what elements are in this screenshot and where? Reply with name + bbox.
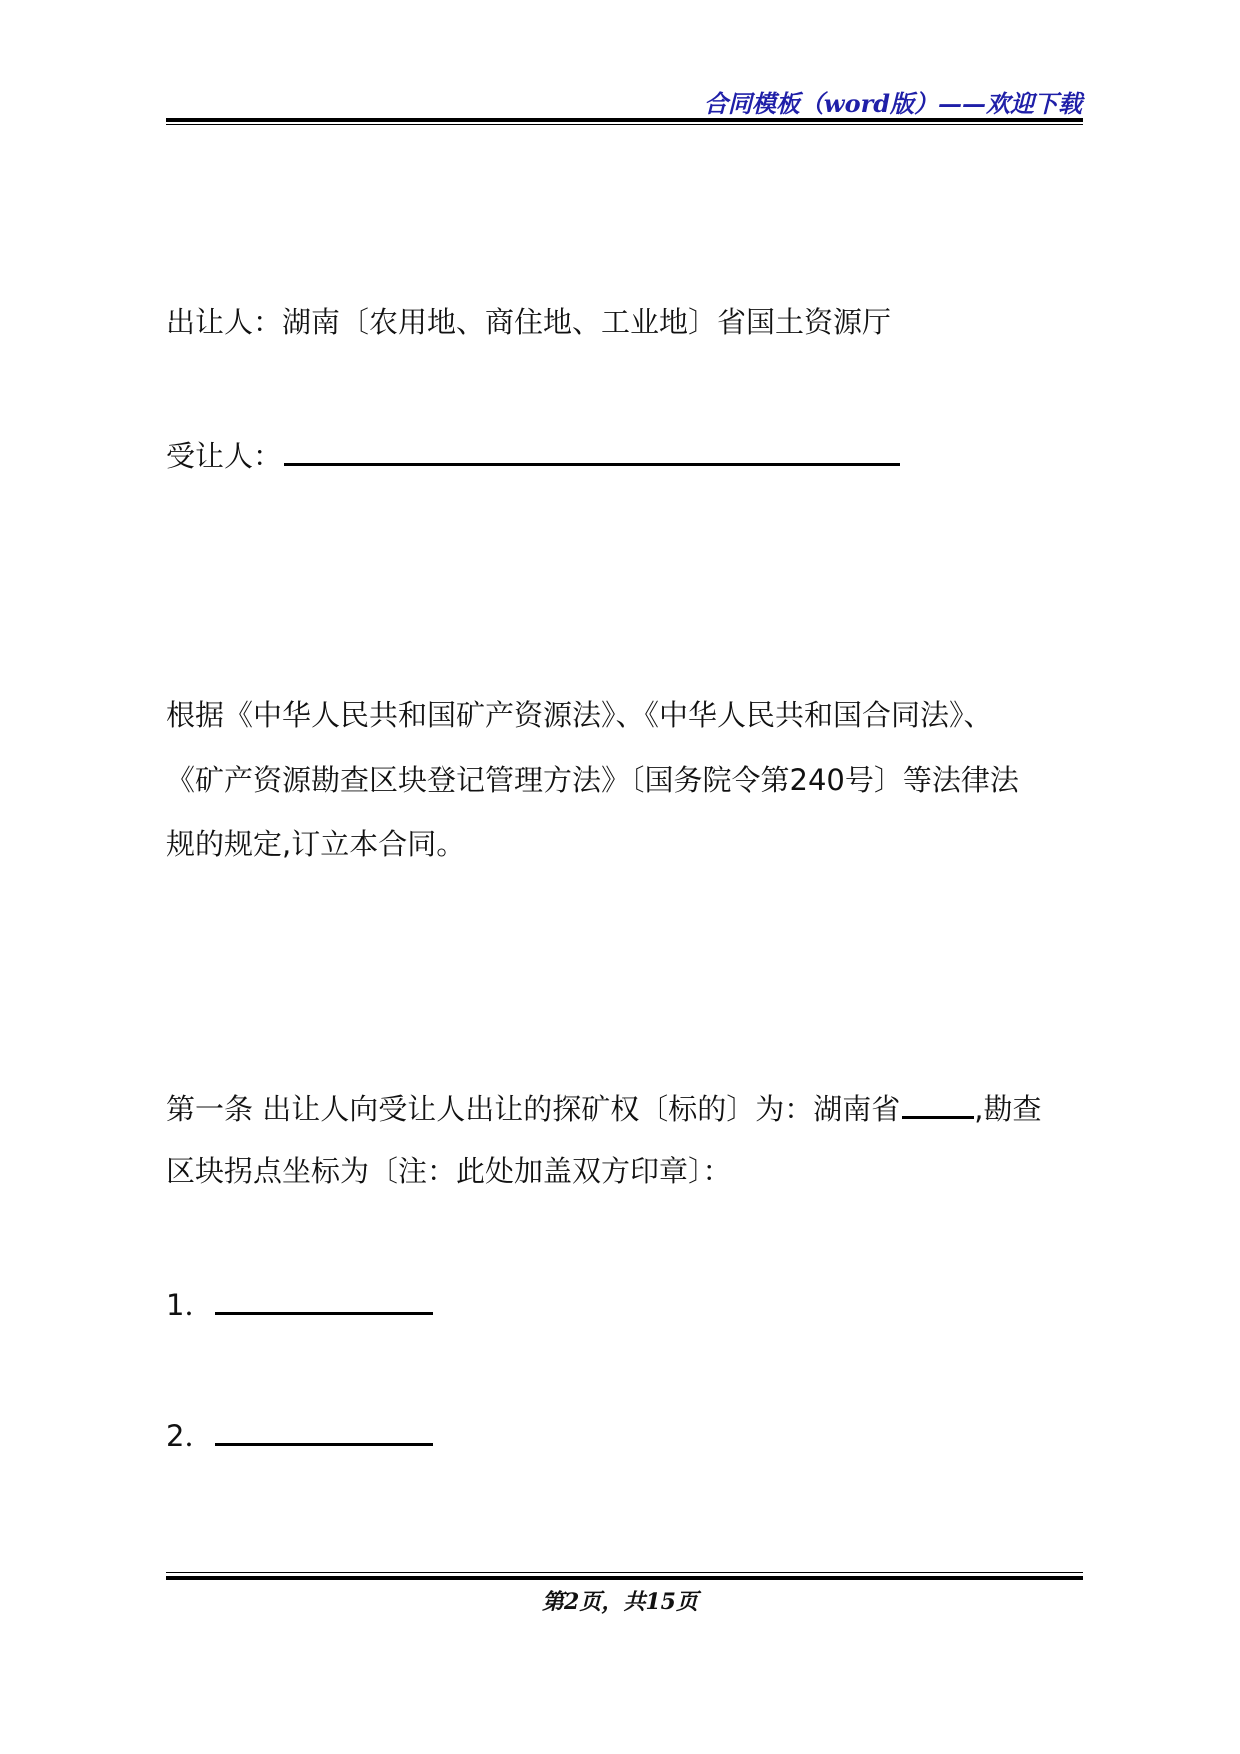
item2-blank[interactable] [215, 1413, 433, 1446]
article1-line-2: 区块拐点坐标为〔注：此处加盖双方印章〕： [166, 1154, 732, 1188]
page-number: 第2页，共15页 [542, 1589, 698, 1615]
footer-rule-thick [166, 1576, 1083, 1580]
province-blank[interactable] [902, 1086, 974, 1119]
page-header-title: 合同模板（word版）——欢迎下载 [703, 89, 1082, 118]
basis-line-1: 根据《中华人民共和国矿产资源法》、《中华人民共和国合同法》、 [166, 698, 993, 732]
coordinate-item-2 [166, 1413, 433, 1456]
article1-text-b: ,勘查 [974, 1092, 1042, 1126]
assignee-label: 受让人： [166, 439, 283, 473]
assignee-blank[interactable] [284, 433, 900, 466]
assignee-line [166, 433, 900, 476]
header-rule-thick [166, 118, 1083, 122]
item1-label: 1． [166, 1288, 214, 1322]
item1-blank[interactable] [215, 1282, 433, 1315]
item2-label: 2． [166, 1419, 214, 1453]
coordinate-item-1 [166, 1282, 433, 1325]
article1-line-1 [166, 1086, 1041, 1129]
article1-text-a: 第一条 出让人向受让人出让的探矿权〔标的〕为：湖南省 [166, 1092, 901, 1126]
basis-line-3: 规的规定,订立本合同。 [166, 827, 466, 861]
basis-line-2: 《矿产资源勘查区块登记管理方法》〔国务院令第240号〕等法律法 [166, 763, 1019, 797]
assignor-line: 出让人：湖南〔农用地、商住地、工业地〕省国土资源厅 [166, 305, 892, 339]
header-rule-thin [166, 124, 1083, 125]
footer-rule-thin [166, 1572, 1083, 1573]
